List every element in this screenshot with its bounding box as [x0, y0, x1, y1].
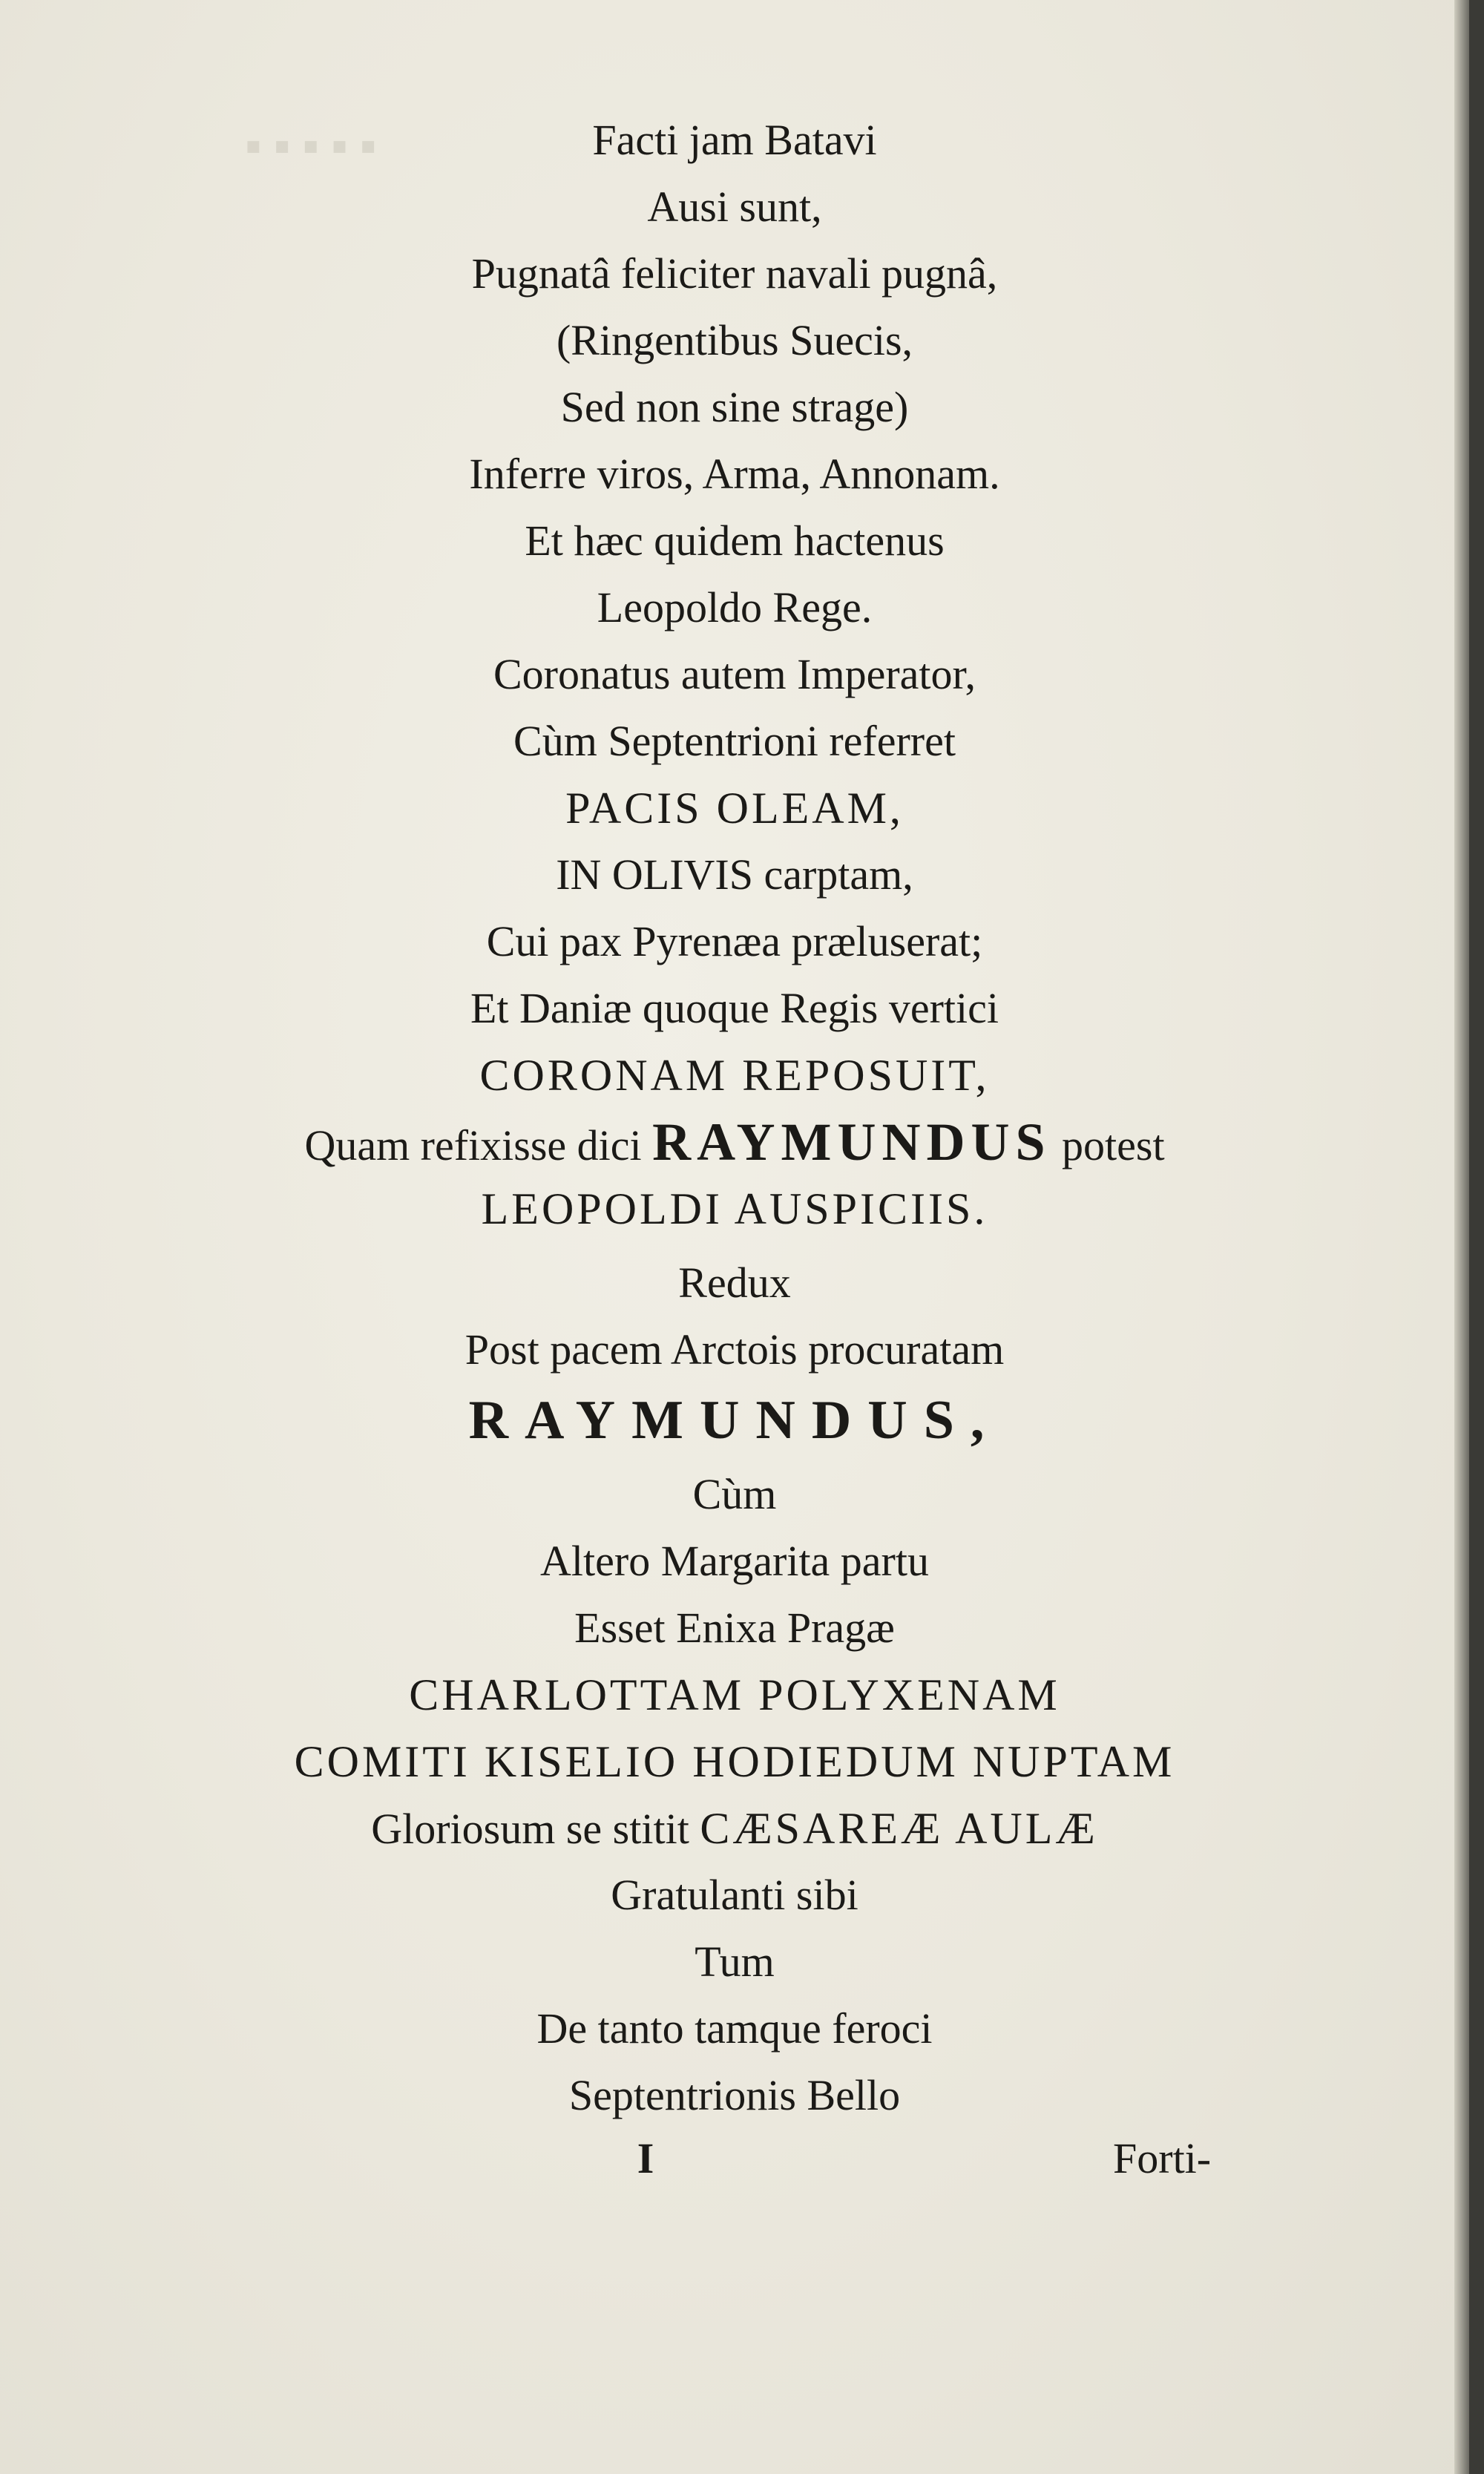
line-text: Cùm: [692, 1470, 777, 1518]
text-line-1: [0, 111, 1469, 169]
catchword: Forti-: [1113, 2134, 1212, 2182]
text-line-23: [0, 1599, 1469, 1657]
line-text: Pugnatâ feliciter navali pugnâ,: [471, 249, 998, 298]
line-text: LEOPOLDI AUSPICIIS.: [481, 1184, 988, 1233]
line-text: Coronatus autem Imperator,: [493, 650, 976, 698]
text-line-4: [0, 312, 1469, 370]
text-line-3: [0, 245, 1469, 303]
line-text: CORONAM REPOSUIT,: [479, 1051, 990, 1100]
text-line-24: [0, 1666, 1469, 1724]
text-line-21: [0, 1466, 1469, 1523]
line-text: RAYMUNDUS,: [468, 1390, 1001, 1451]
signature-mark: I: [637, 2134, 654, 2182]
line-text: CHARLOTTAM POLYXENAM: [409, 1670, 1060, 1719]
text-line-13: [0, 913, 1469, 971]
text-line-17: [0, 1180, 1469, 1238]
text-line-25: [0, 1733, 1469, 1791]
bleed-through-text: ▪ ▪ ▪ ▪ ▪: [245, 119, 377, 172]
line-text-pre: Quam refixisse dici: [304, 1121, 653, 1169]
line-text: De tanto tamque feroci: [536, 2004, 933, 2053]
line-text: Altero Margarita partu: [540, 1537, 929, 1585]
text-line-30: [0, 2067, 1469, 2124]
line-text: Tum: [695, 1937, 775, 1986]
line-text: Cui pax Pyrenæa præluserat;: [486, 917, 983, 965]
text-line-10: [0, 712, 1469, 770]
text-line-7: [0, 512, 1469, 570]
text-line-11: [0, 779, 1469, 837]
text-line-19: [0, 1321, 1469, 1379]
text-line-22: [0, 1532, 1469, 1590]
text-line-5: [0, 378, 1469, 436]
text-line-12: [0, 846, 1469, 904]
text-line-9: [0, 646, 1469, 703]
line-text: Esset Enixa Pragæ: [574, 1604, 895, 1652]
line-text-emphasis: CÆSAREÆ AULÆ: [700, 1804, 1098, 1853]
text-line-26: [0, 1799, 1469, 1857]
page-edge-shadow: [1454, 0, 1469, 2474]
line-text: Ausi sunt,: [647, 183, 822, 231]
line-text: Gratulanti sibi: [611, 1871, 858, 1919]
text-line-16: [0, 1113, 1469, 1171]
text-line-8: [0, 579, 1469, 637]
line-text-post: potest: [1051, 1121, 1165, 1169]
text-line-18: [0, 1254, 1469, 1312]
line-text: COMITI KISELIO HODIEDUM NUPTAM: [294, 1737, 1175, 1786]
text-line-15: [0, 1046, 1469, 1104]
line-text: (Ringentibus Suecis,: [556, 316, 913, 364]
text-line-2: [0, 178, 1469, 236]
line-text: Leopoldo Rege.: [597, 583, 873, 631]
line-text: Redux: [678, 1259, 791, 1307]
text-line-20: [0, 1391, 1469, 1449]
line-text: PACIS OLEAM,: [565, 784, 904, 833]
text-line-27: [0, 1866, 1469, 1924]
line-text: Septentrionis Bello: [568, 2071, 901, 2119]
line-text-emphasis: RAYMUNDUS: [652, 1112, 1051, 1172]
text-line-14: [0, 980, 1469, 1037]
text-line-28: [0, 1933, 1469, 1991]
line-text: Et hæc quidem hactenus: [525, 516, 945, 565]
line-text: Post pacem Arctois procuratam: [464, 1325, 1005, 1374]
line-text: Et Daniæ quoque Regis vertici: [470, 984, 999, 1032]
line-text: Sed non sine strage): [560, 383, 909, 431]
text-line-29: [0, 2000, 1469, 2058]
line-text: Cùm Septentrioni referret: [513, 717, 956, 765]
line-text: Facti jam Batavi: [592, 116, 877, 164]
text-line-6: [0, 445, 1469, 503]
line-text: IN OLIVIS carptam,: [556, 850, 913, 899]
line-text-pre: Gloriosum se stitit: [371, 1805, 700, 1853]
line-text: Inferre viros, Arma, Annonam.: [469, 450, 1000, 498]
